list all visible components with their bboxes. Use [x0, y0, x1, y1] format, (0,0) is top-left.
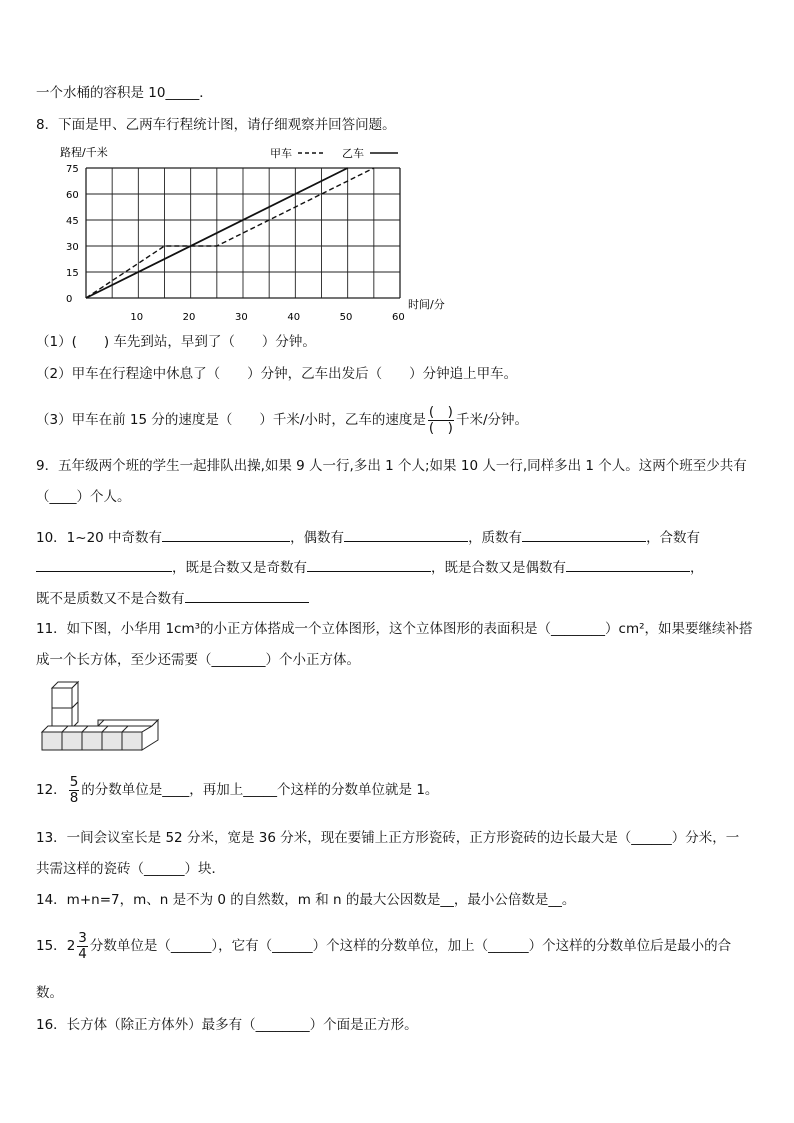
q12-number: 12．	[36, 782, 67, 798]
q10-even-composite-label: ，既是合数又是偶数有	[431, 560, 566, 576]
x-axis-label: 时间/分	[408, 298, 445, 311]
question-13-line-1: 13．一间会议室长是 52 分米，宽是 36 分米，现在要铺上正方形瓷砖，正方形瓷砖的边长最大是（______）分米，一	[36, 830, 740, 846]
q10-even-label: ，偶数有	[290, 530, 345, 546]
question-10-line-1	[36, 527, 700, 547]
q15-text: 分数单位是（______），它有（______）个这样的分数单位，加上（______）个这样的分数单位后是最小的合	[89, 938, 732, 954]
question-8-part-1: （1）( ) 车先到站，早到了（ ）分钟。	[36, 334, 316, 350]
q10-neither-label: 既不是质数又不是合数有	[36, 591, 185, 607]
neither-blank[interactable]	[185, 588, 309, 603]
fraction-denominator: ( )	[428, 419, 453, 436]
fraction-5-8	[69, 775, 80, 806]
series-line-jia	[86, 168, 374, 298]
odd-composite-blank[interactable]	[307, 557, 431, 572]
prime-blank[interactable]	[522, 527, 646, 542]
y-tick-labels	[66, 164, 79, 305]
legend-yi-label: 乙车	[342, 147, 364, 160]
q10-composite-label: ，合数有	[646, 530, 701, 546]
y-tick-label: 75	[66, 164, 79, 175]
chart-series	[86, 168, 374, 298]
question-8-title: 8．下面是甲、乙两车行程统计图，请仔细观察并回答问题。	[36, 117, 396, 133]
travel-chart	[36, 142, 466, 330]
question-15-line-1	[36, 928, 731, 964]
q10-odd-label: 10．1~20 中奇数有	[36, 530, 163, 546]
question-8-part-2: （2）甲车在行程途中休息了（ ）分钟，乙车出发后（ ）分钟追上甲车。	[36, 366, 518, 382]
y-tick-label: 0	[66, 294, 73, 305]
question-16: 16．长方体（除正方体外）最多有（________）个面是正方形。	[36, 1017, 418, 1033]
blank-fraction	[428, 405, 454, 436]
odd-blank[interactable]	[162, 527, 290, 542]
question-10-line-2	[36, 557, 704, 577]
x-tick-label: 50	[339, 312, 353, 323]
question-13-line-2: 共需这样的瓷砖（______）块．	[36, 861, 225, 877]
y-tick-label: 30	[66, 242, 79, 253]
q12-text: 的分数单位是____，再加上_____个这样的分数单位就是 1。	[81, 782, 439, 798]
q10-comma: ，	[690, 560, 704, 576]
fraction-numerator: 5	[69, 773, 79, 790]
x-tick-label: 30	[235, 312, 248, 323]
question-11-line-2: 成一个长方体，至少还需要（________）个小正方体。	[36, 652, 360, 668]
q8-part-3-text: （3）甲车在前 15 分的速度是（ ）千米/小时，乙车的速度是	[36, 412, 426, 428]
question-9-line-1: 9．五年级两个班的学生一起排队出操,如果 9 人一行,多出 1 个人;如果 10 人一行,同样多出 1 个人。这两个班至少共有	[36, 458, 747, 474]
q8-part-3-unit: 千米/分钟。	[455, 412, 529, 428]
x-tick-label: 60	[392, 312, 405, 323]
composite-blank[interactable]	[36, 557, 172, 572]
even-blank[interactable]	[344, 527, 468, 542]
y-tick-label: 45	[66, 216, 79, 227]
x-tick-label: 10	[130, 312, 144, 323]
q10-odd-composite-label: ，既是合数又是奇数有	[172, 560, 307, 576]
mixed-whole: 2	[66, 938, 76, 954]
question-11-line-1: 11．如下图，小华用 1cm³的小正方体搭成一个立体图形，这个立体图形的表面积是（________）cm²，如果要继续补搭	[36, 621, 753, 637]
x-tick-labels	[130, 312, 404, 323]
fraction-denominator: 8	[69, 789, 79, 806]
fraction-denominator: 4	[78, 945, 87, 962]
even-composite-blank[interactable]	[566, 557, 690, 572]
x-tick-label: 20	[182, 312, 196, 323]
fraction-numerator: ( )	[428, 403, 453, 420]
chart-grid	[86, 168, 400, 298]
y-tick-label: 15	[66, 268, 79, 279]
chart-legend	[270, 147, 398, 160]
question-9-line-2: （____）个人。	[36, 489, 131, 505]
legend-jia-label: 甲车	[270, 147, 292, 160]
q15-number: 15．	[36, 938, 67, 954]
q10-prime-label: ，质数有	[468, 530, 523, 546]
fraction-3-4	[77, 931, 88, 962]
x-tick-label: 40	[287, 312, 301, 323]
y-axis-label: 路程/千米	[60, 146, 108, 159]
cube-figure	[38, 680, 162, 752]
y-tick-label: 60	[66, 190, 79, 201]
question-10-line-3	[36, 588, 309, 608]
fraction-numerator: 3	[78, 929, 87, 946]
question-15-line-2: 数。	[36, 985, 63, 1001]
text-line-volume: 一个水桶的容积是 10_____．	[36, 85, 213, 101]
question-14: 14．m+n=7，m、n 是不为 0 的自然数，m 和 n 的最大公因数是__，最小公倍数是__。	[36, 892, 576, 908]
question-12	[36, 772, 438, 808]
question-8-part-3	[36, 402, 528, 438]
